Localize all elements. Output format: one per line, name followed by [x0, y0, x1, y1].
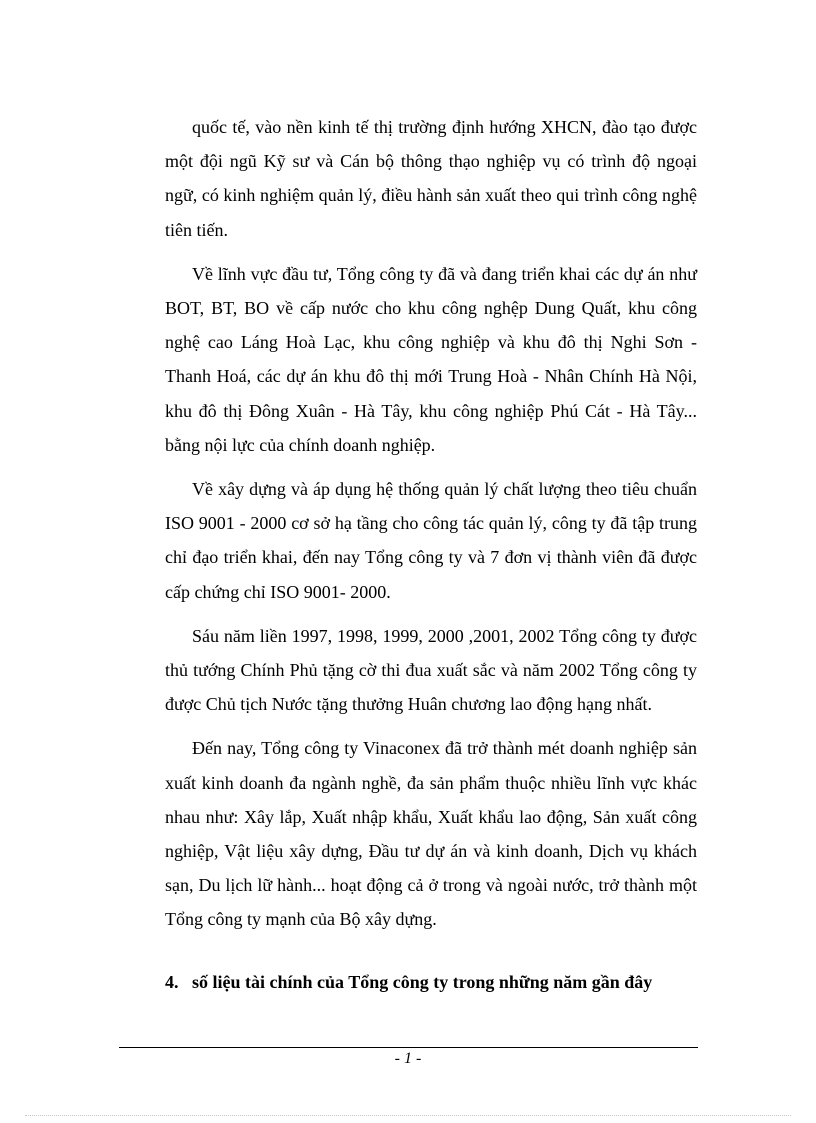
footer-divider — [119, 1047, 698, 1048]
page-number: - 1 - — [394, 1050, 422, 1067]
body-text — [165, 110, 697, 947]
page-boundary — [25, 1115, 791, 1116]
paragraph-2: Về lĩnh vực đầu tư, Tổng công ty đã và đang triển khai các dự án như BOT, BT, BO về cấp nước cho khu công nghệp Dung Quất, khu công nghệ cao Láng Hoà Lạc, khu công nghiệp và khu đô thị Nghi Sơn - Thanh Hoá, các dự án khu đô thị mới Trung Hoà - Nhân Chính Hà Nội, khu đô thị Đông Xuân - Hà Tây, khu công nghiệp Phú Cát - Hà Tây... bằng nội lực của chính doanh nghiệp. — [165, 263, 697, 455]
paragraph-1: quốc tế, vào nền kinh tế thị trường định hướng XHCN, đào tạo được một đội ngũ Kỹ sư và Cán bộ thông thạo nghiệp vụ có trình độ ngoại ngữ, có kinh nghiệm quản lý, điều hành sản xuất theo qui trình công nghệ tiên tiến. — [165, 117, 697, 240]
paragraph-3: Về xây dựng và áp dụng hệ thống quản lý chất lượng theo tiêu chuẩn ISO 9001 - 2000 cơ sở hạ tầng cho công tác quản lý, công ty đã tập trung chỉ đạo triển khai, đến nay Tổng công ty và 7 đơn vị thành viên đã được cấp chứng chỉ ISO 9001- 2000. — [165, 479, 697, 602]
section-heading — [165, 972, 705, 993]
paragraph-4: Sáu năm liền 1997, 1998, 1999, 2000 ,2001, 2002 Tổng công ty được thủ tướng Chính Phủ tặng cờ thi đua xuất sắc và năm 2002 Tổng công ty được Chủ tịch Nước tặng thưởng Huân chương lao động hạng nhất. — [165, 625, 697, 715]
paragraph-5: Đến nay, Tổng công ty Vinaconex đã trở thành mét doanh nghiệp sản xuất kinh doanh đa ngành nghề, đa sản phẩm thuộc nhiều lĩnh vực khác nhau như: Xây lắp, Xuất nhập khẩu, Xuất khẩu lao động, Sản xuất công nghiệp, Vật liệu xây dựng, Đầu tư dự án và kinh doanh, Dịch vụ khách sạn, Du lịch lữ hành... hoạt động cả ở trong và ngoài nước, trở thành một Tổng công ty mạnh của Bộ xây dựng. — [165, 738, 697, 930]
section-number: 4. — [165, 972, 179, 992]
section-title: số liệu tài chính của Tổng công ty trong những năm gần đây — [192, 972, 653, 992]
